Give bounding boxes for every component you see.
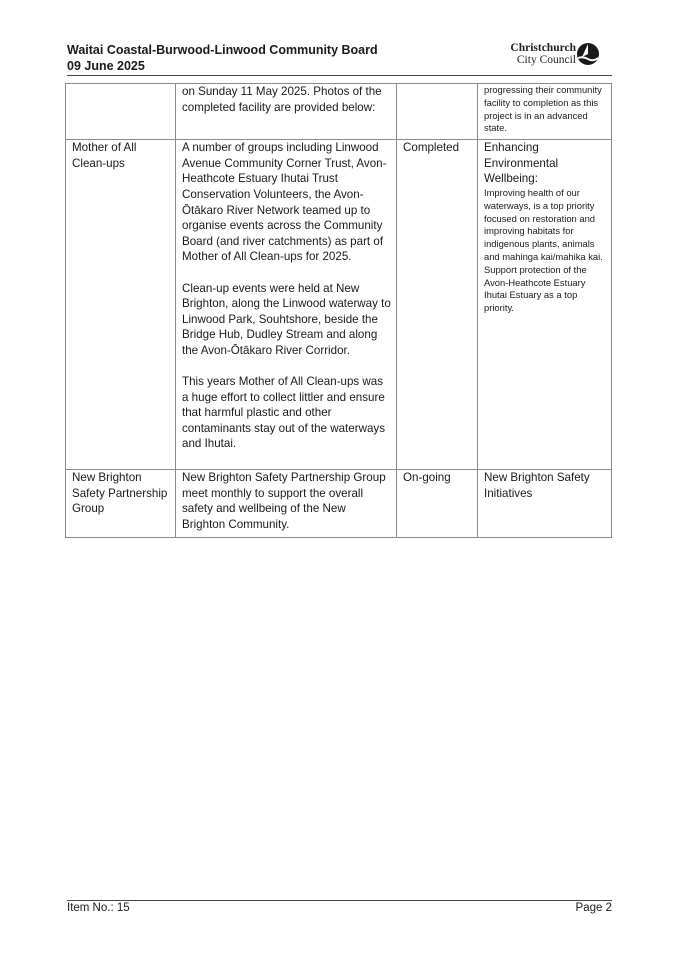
status-cell: On-going xyxy=(397,470,478,537)
table-row xyxy=(66,470,612,537)
priority-cell xyxy=(478,470,612,537)
details-cell xyxy=(176,470,397,537)
priority-title: New Brighton Safety Initiatives xyxy=(484,471,590,500)
logo-line-2: City Council xyxy=(516,54,576,66)
status-cell: Completed xyxy=(397,140,478,470)
status-cell xyxy=(397,84,478,140)
status-table xyxy=(65,83,612,538)
details-paragraph: This years Mother of All Clean-ups was a huge effort to collect littler and ensure that harmful plastic and other contaminants stay out of the waterways and Ihutai. xyxy=(182,375,385,451)
details-paragraph: Clean-up events were held at New Brighton, along the Linwood waterway to Linwood Park, Souhtshore, beside the Bridge Hub, Dudley Stream and along the Avon-Ōtākaro River Corridor. xyxy=(182,281,391,357)
table-row xyxy=(66,84,612,140)
logo-line-1: Christchurch xyxy=(510,42,576,54)
details-cell xyxy=(176,84,397,140)
details-paragraph: on Sunday 11 May 2025. Photos of the completed facility are provided below: xyxy=(182,85,382,114)
page-number: Page 2 xyxy=(575,902,612,914)
priority-title: Enhancing Environmental Wellbeing: xyxy=(484,141,559,186)
priority-cell xyxy=(478,140,612,470)
council-emblem-icon xyxy=(576,42,600,66)
board-title: Waitai Coastal-Burwood-Linwood Community Board xyxy=(67,43,378,57)
page-header xyxy=(67,42,612,74)
project-name-cell xyxy=(66,84,176,140)
meeting-date: 09 June 2025 xyxy=(67,59,145,73)
council-logo xyxy=(502,42,612,68)
project-name-cell: New Brighton Safety Partnership Group xyxy=(66,470,176,537)
details-paragraph: A number of groups including Linwood Avenue Community Corner Trust, Avon-Heathcote Estuary Ihutai Trust Conservation Volunteers, the Avon-Ōtākaro River Network teamed up to organise events across the Community Board (and river catchments) as part of Mother of All Clean-ups for 2025. xyxy=(182,141,387,264)
details-cell xyxy=(176,140,397,470)
details-paragraph: New Brighton Safety Partnership Group meet monthly to support the overall safety and wellbeing of the New Brighton Community. xyxy=(182,471,386,531)
footer-rule xyxy=(67,900,612,901)
priority-text: Improving health of our waterways, is a top priority focused on restoration and improving habitats for indigenous plants, animals and mahinga kai/mahika kai. Support protection of the Avon-Heathcote Estuary Ihutai Estuary as a top priority. xyxy=(484,186,603,314)
table-row xyxy=(66,140,612,470)
priority-text: progressing their community facility to completion as this project is in an advanced state. xyxy=(484,84,602,134)
header-rule xyxy=(67,75,612,76)
item-number: Item No.: 15 xyxy=(67,902,130,914)
priority-cell xyxy=(478,84,612,140)
project-name-cell: Mother of All Clean-ups xyxy=(66,140,176,470)
